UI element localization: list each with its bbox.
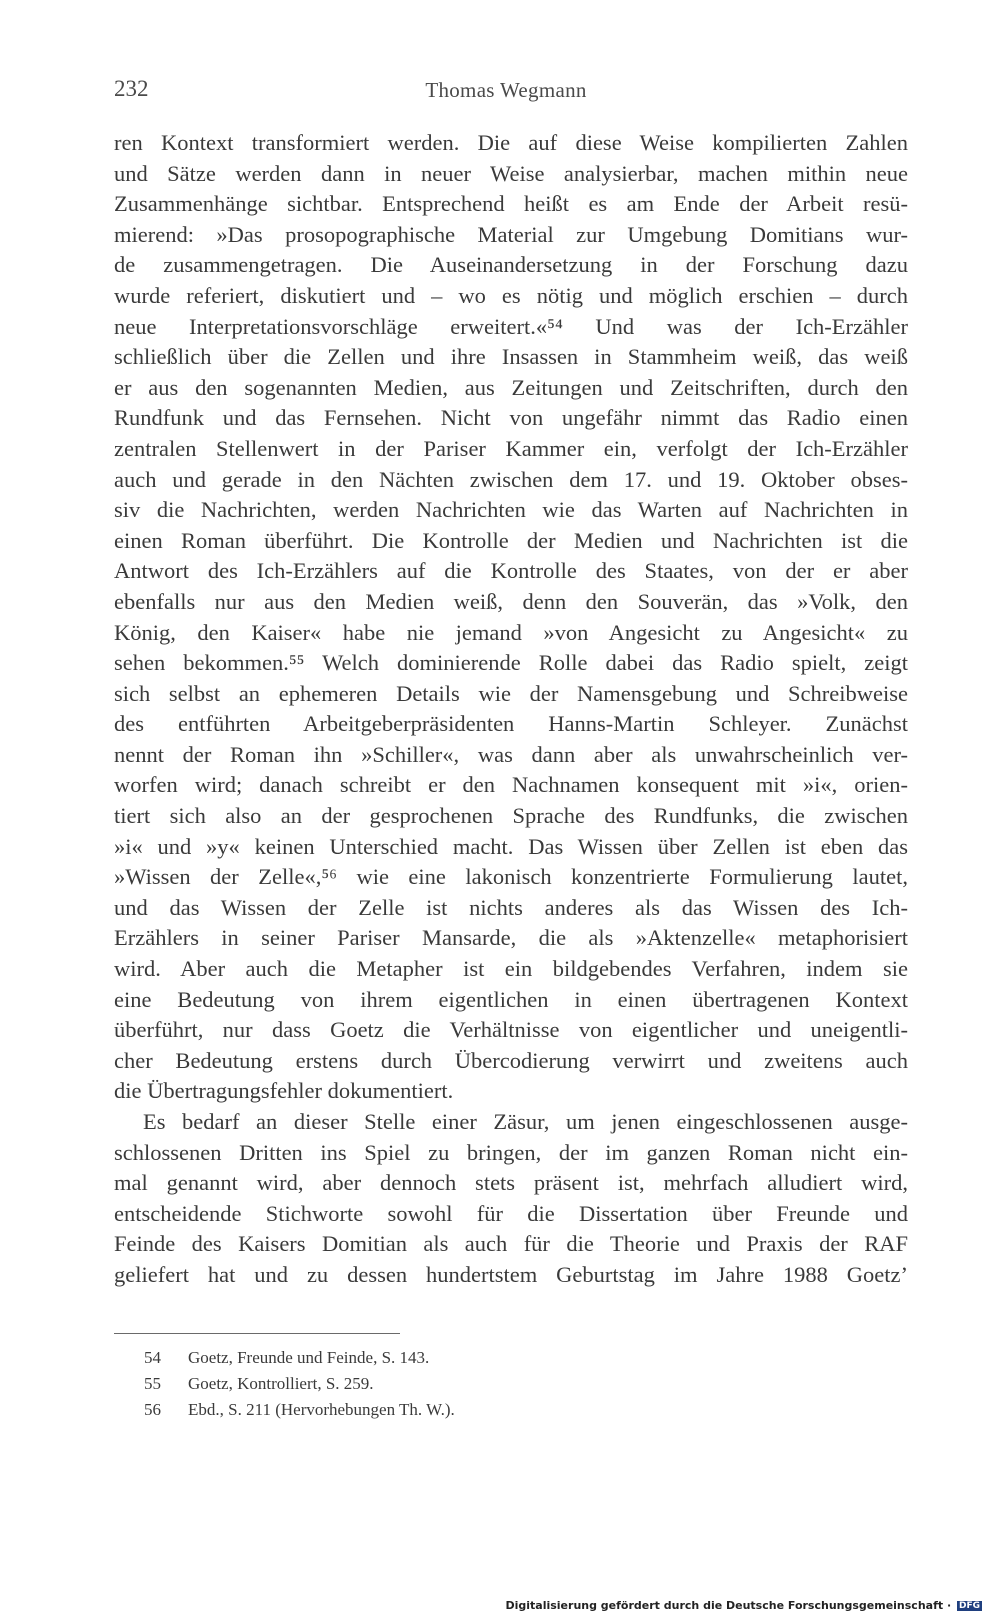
body-line: wird. Aber auch die Metapher ist ein bildgebendes Verfahren, indem sie (114, 956, 908, 982)
footnote-number: 55 (144, 1374, 161, 1393)
footnote-text: Ebd., S. 211 (Hervorhebungen Th. W.). (188, 1400, 455, 1419)
footnote-number: 56 (144, 1400, 161, 1419)
running-head: Thomas Wegmann (425, 78, 587, 102)
body-line: auch und gerade in den Nächten zwischen dem 17. und 19. Oktober obses- (114, 466, 908, 492)
body-text (114, 128, 908, 1291)
footnote (144, 1371, 455, 1397)
body-line: des entführten Arbeitgeberpräsidenten Hanns-Martin Schleyer. Zunächst (114, 711, 908, 737)
body-line: sich selbst an ephemeren Details wie der Namensgebung und Schreibweise (114, 680, 908, 706)
body-line: tiert sich also an der gesprochenen Sprache des Rundfunks, die zwischen (114, 803, 908, 829)
body-line: siv die Nachrichten, werden Nachrichten wie das Warten auf Nachrichten in (114, 497, 908, 523)
body-line: König, den Kaiser« habe nie jemand »von Angesicht zu Angesicht« zu (114, 619, 908, 645)
page-number: 232 (114, 76, 149, 101)
body-line: ebenfalls nur aus den Medien weiß, denn den Souverän, das »Volk, den (114, 588, 908, 614)
body-line: wurde referiert, diskutiert und – wo es nötig und möglich erschien – durch (114, 282, 908, 308)
body-line: entscheidende Stichworte sowohl für die Dissertation über Freunde und (114, 1200, 908, 1226)
credit-text: Digitalisierung gefördert durch die Deutsche Forschungsgemeinschaft (505, 1599, 944, 1612)
body-line: und Sätze werden dann in neuer Weise analysierbar, machen mithin neue (114, 160, 908, 186)
body-line: »Wissen der Zelle«,⁵⁶ wie eine lakonisch konzentrierte Formulierung lautet, (114, 864, 908, 890)
body-line: geliefert hat und zu dessen hundertstem Geburtstag im Jahre 1988 Goetz’ (114, 1261, 908, 1287)
footnote-rule (114, 1333, 400, 1334)
body-line: zentralen Stellenwert in der Pariser Kammer ein, verfolgt der Ich-Erzähler (114, 435, 908, 461)
body-line: mal genannt wird, aber dennoch stets präsent ist, mehrfach alludiert wird, (114, 1170, 908, 1196)
body-line: Zusammenhänge sichtbar. Entsprechend heißt es am Ende der Arbeit resü- (114, 191, 908, 217)
body-line: de zusammengetragen. Die Auseinandersetzung in der Forschung dazu (114, 252, 908, 278)
footnote-text: Goetz, Freunde und Feinde, S. 143. (188, 1348, 430, 1367)
body-line: schlossenen Dritten ins Spiel zu bringen, der im ganzen Roman nicht ein- (114, 1139, 908, 1165)
body-line: neue Interpretationsvorschläge erweitert.«⁵⁴ Und was der Ich-Erzähler (114, 313, 908, 339)
body-line: er aus den sogenannten Medien, aus Zeitungen und Zeitschriften, durch den (114, 374, 908, 400)
body-line: ren Kontext transformiert werden. Die auf diese Weise kompilierten Zahlen (114, 130, 908, 155)
body-line: die Übertragungsfehler dokumentiert. (114, 1078, 454, 1104)
footnotes (144, 1345, 455, 1423)
body-line: Erzählers in seiner Pariser Mansarde, die als »Aktenzelle« metaphorisiert (114, 925, 908, 951)
body-line: und das Wissen der Zelle ist nichts anderes als das Wissen des Ich- (114, 894, 908, 920)
body-line: Es bedarf an dieser Stelle einer Zäsur, um jenen eingeschlossenen ausge- (143, 1109, 908, 1134)
body-line: Rundfunk und das Fernsehen. Nicht von ungefähr nimmt das Radio einen (114, 405, 908, 431)
body-line: überführt, nur dass Goetz die Verhältnisse von eigentlicher und uneigentli- (114, 1017, 908, 1043)
body-line: cher Bedeutung erstens durch Übercodierung verwirrt und zweitens auch (114, 1047, 908, 1073)
body-line: sehen bekommen.⁵⁵ Welch dominierende Rolle dabei das Radio spielt, zeigt (114, 650, 908, 676)
footnote-number: 54 (144, 1348, 161, 1367)
body-line: Feinde des Kaisers Domitian als auch für die Theorie und Praxis der RAF (114, 1231, 908, 1257)
digitization-credit: Digitalisierung gefördert durch die Deutsche Forschungsgemeinschaft · DFG (505, 1599, 980, 1612)
body-line: einen Roman überführt. Die Kontrolle der Medien und Nachrichten ist die (114, 527, 908, 553)
footnote-text: Goetz, Kontrolliert, S. 259. (188, 1374, 374, 1393)
dfg-logo: DFG (958, 1601, 980, 1611)
body-line: worfen wird; danach schreibt er den Nachnamen konsequent mit »i«, orien- (114, 772, 908, 798)
body-line: »i« und »y« keinen Unterschied macht. Das Wissen über Zellen ist eben das (114, 833, 908, 859)
body-line: nennt der Roman ihn »Schiller«, was dann aber als unwahrscheinlich ver- (114, 741, 908, 767)
body-line: Antwort des Ich-Erzählers auf die Kontrolle des Staates, von der er aber (114, 558, 908, 584)
footnote (144, 1345, 455, 1371)
body-line: eine Bedeutung von ihrem eigentlichen in einen übertragenen Kontext (114, 986, 908, 1012)
body-line: schließlich über die Zellen und ihre Insassen in Stammheim weiß, das weiß (114, 344, 908, 370)
footnote (144, 1397, 455, 1423)
body-line: mierend: »Das prosopographische Material zur Umgebung Domitians wur- (114, 221, 908, 247)
